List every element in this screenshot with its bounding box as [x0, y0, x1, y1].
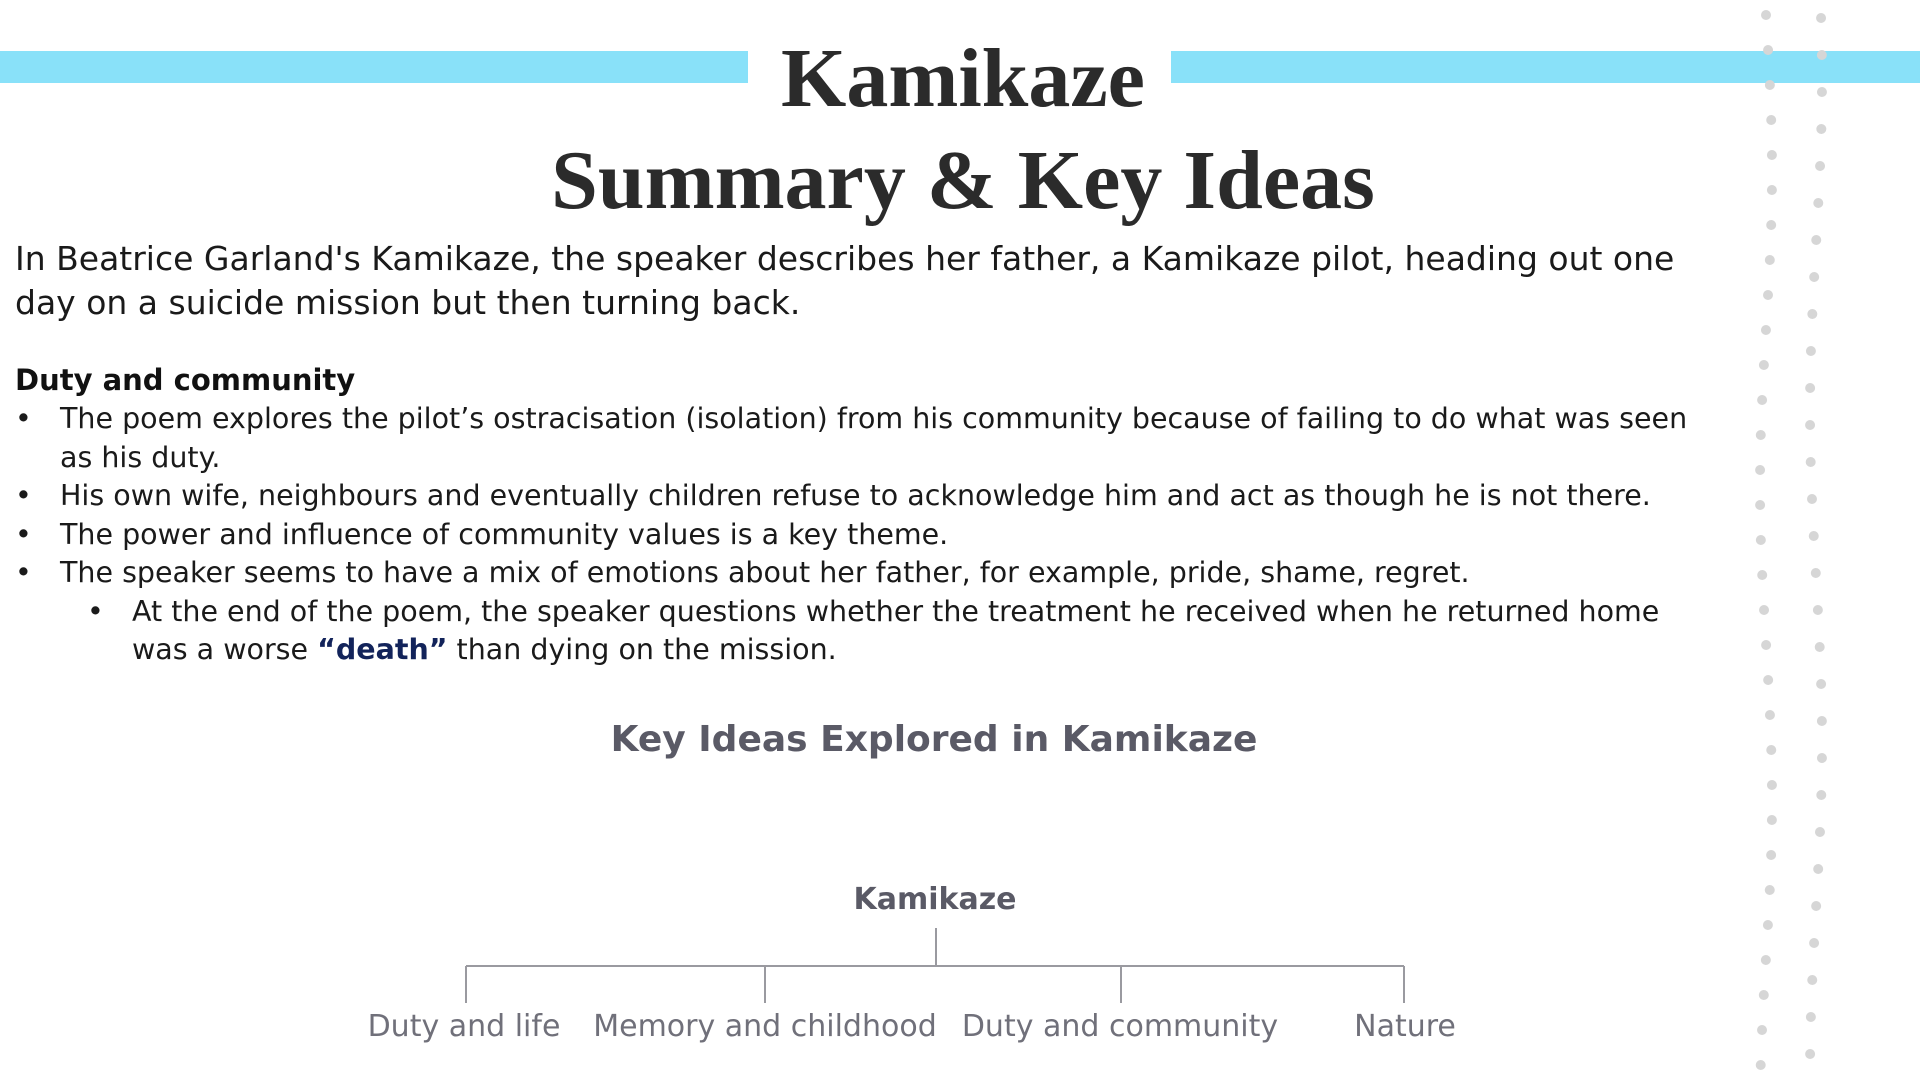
page-subtitle: Summary & Key Ideas: [551, 134, 1375, 227]
sub-bullet-text: At the end of the poem, the speaker questions whether the treatment he received when he returned home was a worse: [132, 594, 1660, 666]
decorative-dot: [1809, 938, 1819, 948]
page-title: Kamikaze: [781, 32, 1145, 125]
sub-bullet-text-end: than dying on the mission.: [447, 633, 837, 666]
decorative-dot: [1807, 975, 1817, 985]
diagram-title: Key Ideas Explored in Kamikaze: [610, 719, 1258, 760]
decorative-dot: [1811, 901, 1821, 911]
decorative-dot: [1767, 815, 1777, 825]
decorative-dot: [1763, 290, 1773, 300]
decorative-dot: [1761, 640, 1771, 650]
diagram-child-node: Duty and life: [367, 1009, 561, 1044]
decorative-dot: [1805, 420, 1815, 430]
decorative-dot: [1815, 642, 1825, 652]
decorative-dot: [1807, 309, 1817, 319]
decorative-dot: [1807, 494, 1817, 504]
decorative-dot: [1759, 360, 1769, 370]
diagram-root-node: Kamikaze: [853, 882, 1017, 917]
decorative-dot: [1809, 272, 1819, 282]
decorative-dot: [1763, 920, 1773, 930]
decorative-dot: [1761, 325, 1771, 335]
bullet-item: • His own wife, neighbours and eventually children refuse to acknowledge him and act as though he is not there.: [15, 477, 1705, 516]
decorative-dot: [1757, 395, 1767, 405]
decorative-dot: [1805, 1049, 1815, 1059]
decorative-dot: [1811, 235, 1821, 245]
decorative-dot: [1755, 465, 1765, 475]
decorative-dot: [1765, 255, 1775, 265]
decorative-dot: [1759, 605, 1769, 615]
decorative-dot: [1813, 864, 1823, 874]
decorative-dot: [1766, 850, 1776, 860]
decorative-dot: [1756, 430, 1766, 440]
decorative-dot: [1757, 570, 1767, 580]
decorative-dot: [1759, 990, 1769, 1000]
decorative-dot: [1816, 124, 1826, 134]
section-heading: Duty and community: [15, 363, 356, 397]
diagram-child-node: Duty and community: [961, 1009, 1279, 1044]
decorative-dot: [1755, 500, 1765, 510]
diagram-child-node: Memory and childhood: [593, 1009, 937, 1044]
decorative-dot: [1806, 1012, 1816, 1022]
decorative-dot: [1765, 885, 1775, 895]
decorative-dot: [1809, 531, 1819, 541]
intro-paragraph: In Beatrice Garland's Kamikaze, the speaker describes her father, a Kamikaze pilot, heading out one day on a suicide mission but then turning back.: [15, 239, 1675, 322]
decorative-dot: [1761, 955, 1771, 965]
emphasis-word: “death”: [317, 633, 448, 666]
decorative-dot: [1813, 605, 1823, 615]
decorative-dot: [1815, 827, 1825, 837]
decorative-dot: [1763, 675, 1773, 685]
bullet-item: • The speaker seems to have a mix of emotions about her father, for example, pride, shame, regret.: [15, 554, 1705, 593]
decorative-dot: [1816, 679, 1826, 689]
sub-bullet-item: [15, 593, 1705, 670]
decorative-dot: [1806, 457, 1816, 467]
decorative-dot: [1816, 13, 1826, 23]
decorative-dot: [1805, 383, 1815, 393]
bullet-item: • The power and influence of community values is a key theme.: [15, 516, 1705, 555]
decorative-dot: [1816, 790, 1826, 800]
decorative-dot: [1756, 535, 1766, 545]
decorative-dot: [1756, 1060, 1766, 1070]
decorative-dot: [1761, 10, 1771, 20]
bullet-list: [15, 400, 1705, 670]
decorative-dot: [1767, 780, 1777, 790]
diagram-child-node: Nature: [1354, 1009, 1456, 1044]
decorative-dot: [1757, 1025, 1767, 1035]
bullet-item: • The poem explores the pilot’s ostracisation (isolation) from his community because of failing to do what was seen as his duty.: [15, 400, 1705, 477]
decorative-dot: [1811, 568, 1821, 578]
decorative-dot: [1806, 346, 1816, 356]
